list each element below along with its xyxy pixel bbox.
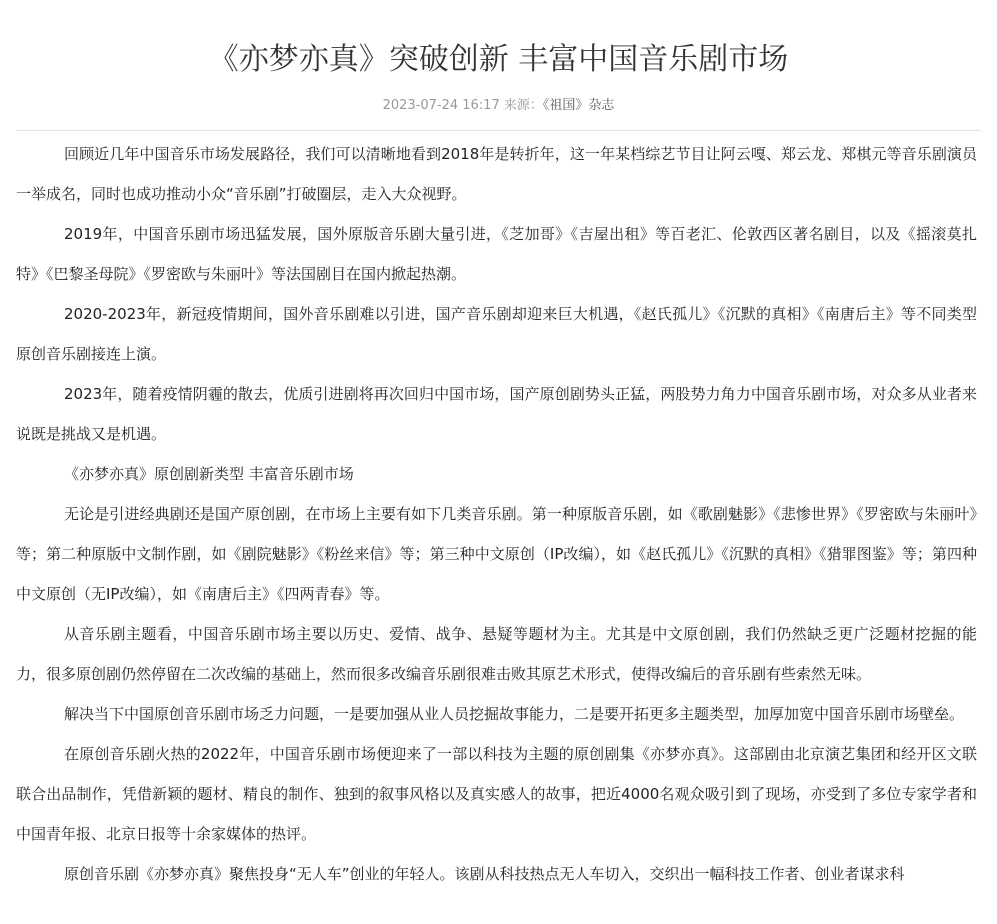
article-meta [0, 96, 997, 116]
paragraph: 2023年，随着疫情阴霾的散去，优质引进剧将再次回归中国市场，国产原创剧势头正猛，两股势力角力中国音乐剧市场，对众多从业者来说既是挑战又是机遇。 [16, 385, 977, 443]
paragraph: 从音乐剧主题看，中国音乐剧市场主要以历史、爱情、战争、悬疑等题材为主。尤其是中文原创剧，我们仍然缺乏更广泛题材挖掘的能力，很多原创剧仍然停留在二次改编的基础上，然而很多改编音乐剧很难击败其原艺术形式，使得改编后的音乐剧有些索然无味。 [16, 625, 977, 683]
paragraph: 原创音乐剧《亦梦亦真》聚焦投身“无人车”创业的年轻人。该剧从科技热点无人车切入，交织出一幅科技工作者、创业者谋求科 [64, 865, 905, 883]
article-body [16, 134, 977, 894]
paragraph: 2020-2023年，新冠疫情期间，国外音乐剧难以引进，国产音乐剧却迎来巨大机遇，《赵氏孤儿》《沉默的真相》《南唐后主》等不同类型原创音乐剧接连上演。 [16, 305, 977, 363]
publish-date: 2023-07-24 16:17 [382, 98, 500, 113]
section-subheading: 《亦梦亦真》原创剧新类型 丰富音乐剧市场 [64, 465, 354, 483]
title-divider [16, 130, 981, 131]
source-name[interactable]: 《祖国》杂志 [542, 98, 615, 113]
paragraph: 无论是引进经典剧还是国产原创剧，在市场上主要有如下几类音乐剧。第一种原版音乐剧，如《歌剧魅影》《悲惨世界》《罗密欧与朱丽叶》等；第二种原版中文制作剧，如《剧院魅影》《粉丝来信》等；第三种中文原创（IP改编），如《赵氏孤儿》《沉默的真相》《猎罪图鉴》等；第四种中文原创（无IP改编），如《南唐后主》《四两青春》等。 [16, 505, 977, 603]
paragraph: 解决当下中国原创音乐剧市场乏力问题，一是要加强从业人员挖掘故事能力，二是要开拓更多主题类型，加厚加宽中国音乐剧市场壁垒。 [64, 705, 965, 723]
article-title: 《亦梦亦真》突破创新 丰富中国音乐剧市场 [208, 42, 789, 77]
source-label: 来源： [503, 98, 543, 113]
paragraph: 在原创音乐剧火热的2022年，中国音乐剧市场便迎来了一部以科技为主题的原创剧集《亦梦亦真》。这部剧由北京演艺集团和经开区文联联合出品制作，凭借新颖的题材、精良的制作、独到的叙事风格以及真实感人的故事，把近4000名观众吸引到了现场，亦受到了多位专家学者和中国青年报、北京日报等十余家媒体的热评。 [16, 745, 977, 843]
paragraph: 2019年，中国音乐剧市场迅猛发展，国外原版音乐剧大量引进，《芝加哥》《吉屋出租》等百老汇、伦敦西区著名剧目，以及《摇滚莫扎特》《巴黎圣母院》《罗密欧与朱丽叶》等法国剧目在国内掀起热潮。 [16, 225, 977, 283]
paragraph: 回顾近几年中国音乐市场发展路径，我们可以清晰地看到2018年是转折年，这一年某档综艺节目让阿云嘎、郑云龙、郑棋元等音乐剧演员一举成名，同时也成功推动小众“音乐剧”打破圈层，走入大众视野。 [16, 145, 977, 203]
